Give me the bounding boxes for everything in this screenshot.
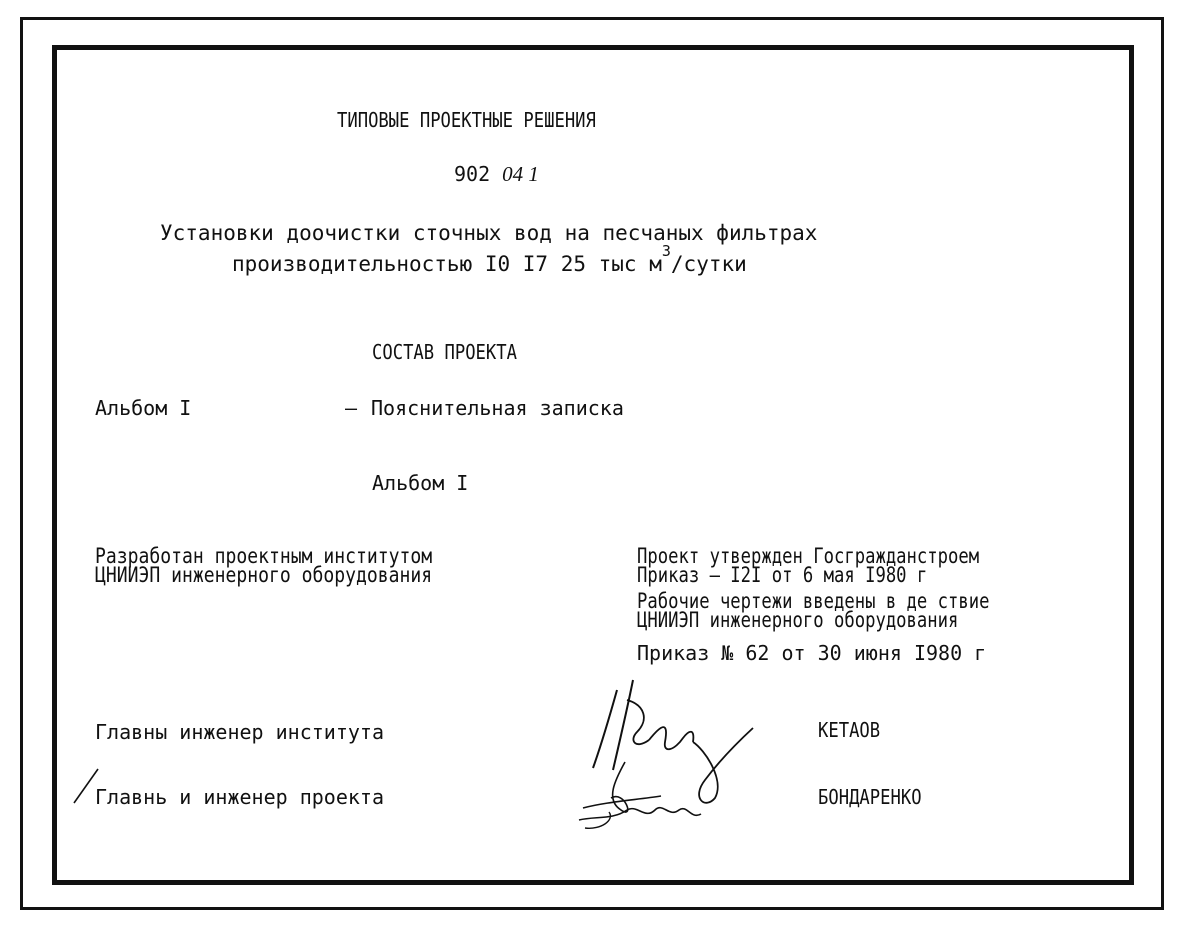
developer-line-1: Разработан проектным институтом [95, 544, 433, 568]
approval-line-3: Рабочие чертежи введены в де ствие [637, 589, 990, 613]
subject-line-2 [232, 242, 747, 276]
album-label: Альбом I [95, 396, 192, 420]
series-title: ТИПОВЫЕ ПРОЕКТНЫЕ РЕШЕНИЯ [337, 108, 596, 132]
album-description: Пояснительная записка [371, 396, 624, 420]
approval-line-4: ЦНИИЭП инженерного оборудования [637, 608, 959, 632]
approval-line-2: Приказ – I2I от 6 мая I980 г [637, 563, 928, 587]
current-album: Альбом I [372, 471, 469, 495]
approval-line-1: Проект утвержден Госгражданстроем [637, 544, 980, 568]
chief-engineer-project-name: БОНДАРЕНКО [818, 785, 922, 809]
signature-scribble [565, 670, 775, 840]
developer-line-2: ЦНИИЭП инженерного оборудования [95, 563, 433, 587]
subject-line-1: Установки доочистки сточных вод на песчаных фильтрах [160, 221, 818, 245]
chief-engineer-institute-label: Главны инженер института [95, 720, 384, 744]
subject-line-2-text: производительностью I0 I7 25 тыс м [232, 252, 662, 276]
album-dash: – [345, 396, 358, 420]
chief-engineer-institute-name: КЕТАОВ [818, 718, 881, 742]
approval-line-5: Приказ № 62 от 30 июня I980 г [637, 641, 987, 665]
cubic-superscript: 3 [661, 242, 671, 260]
project-number-handwritten: 04 1 [502, 162, 539, 186]
subject-line-2-unit: /сутки [670, 252, 747, 276]
project-number-printed: 902 [454, 162, 491, 186]
chief-engineer-project-label: Главнь и инженер проекта [95, 785, 384, 809]
composition-heading: СОСТАВ ПРОЕКТА [372, 340, 517, 364]
project-number [454, 162, 539, 187]
